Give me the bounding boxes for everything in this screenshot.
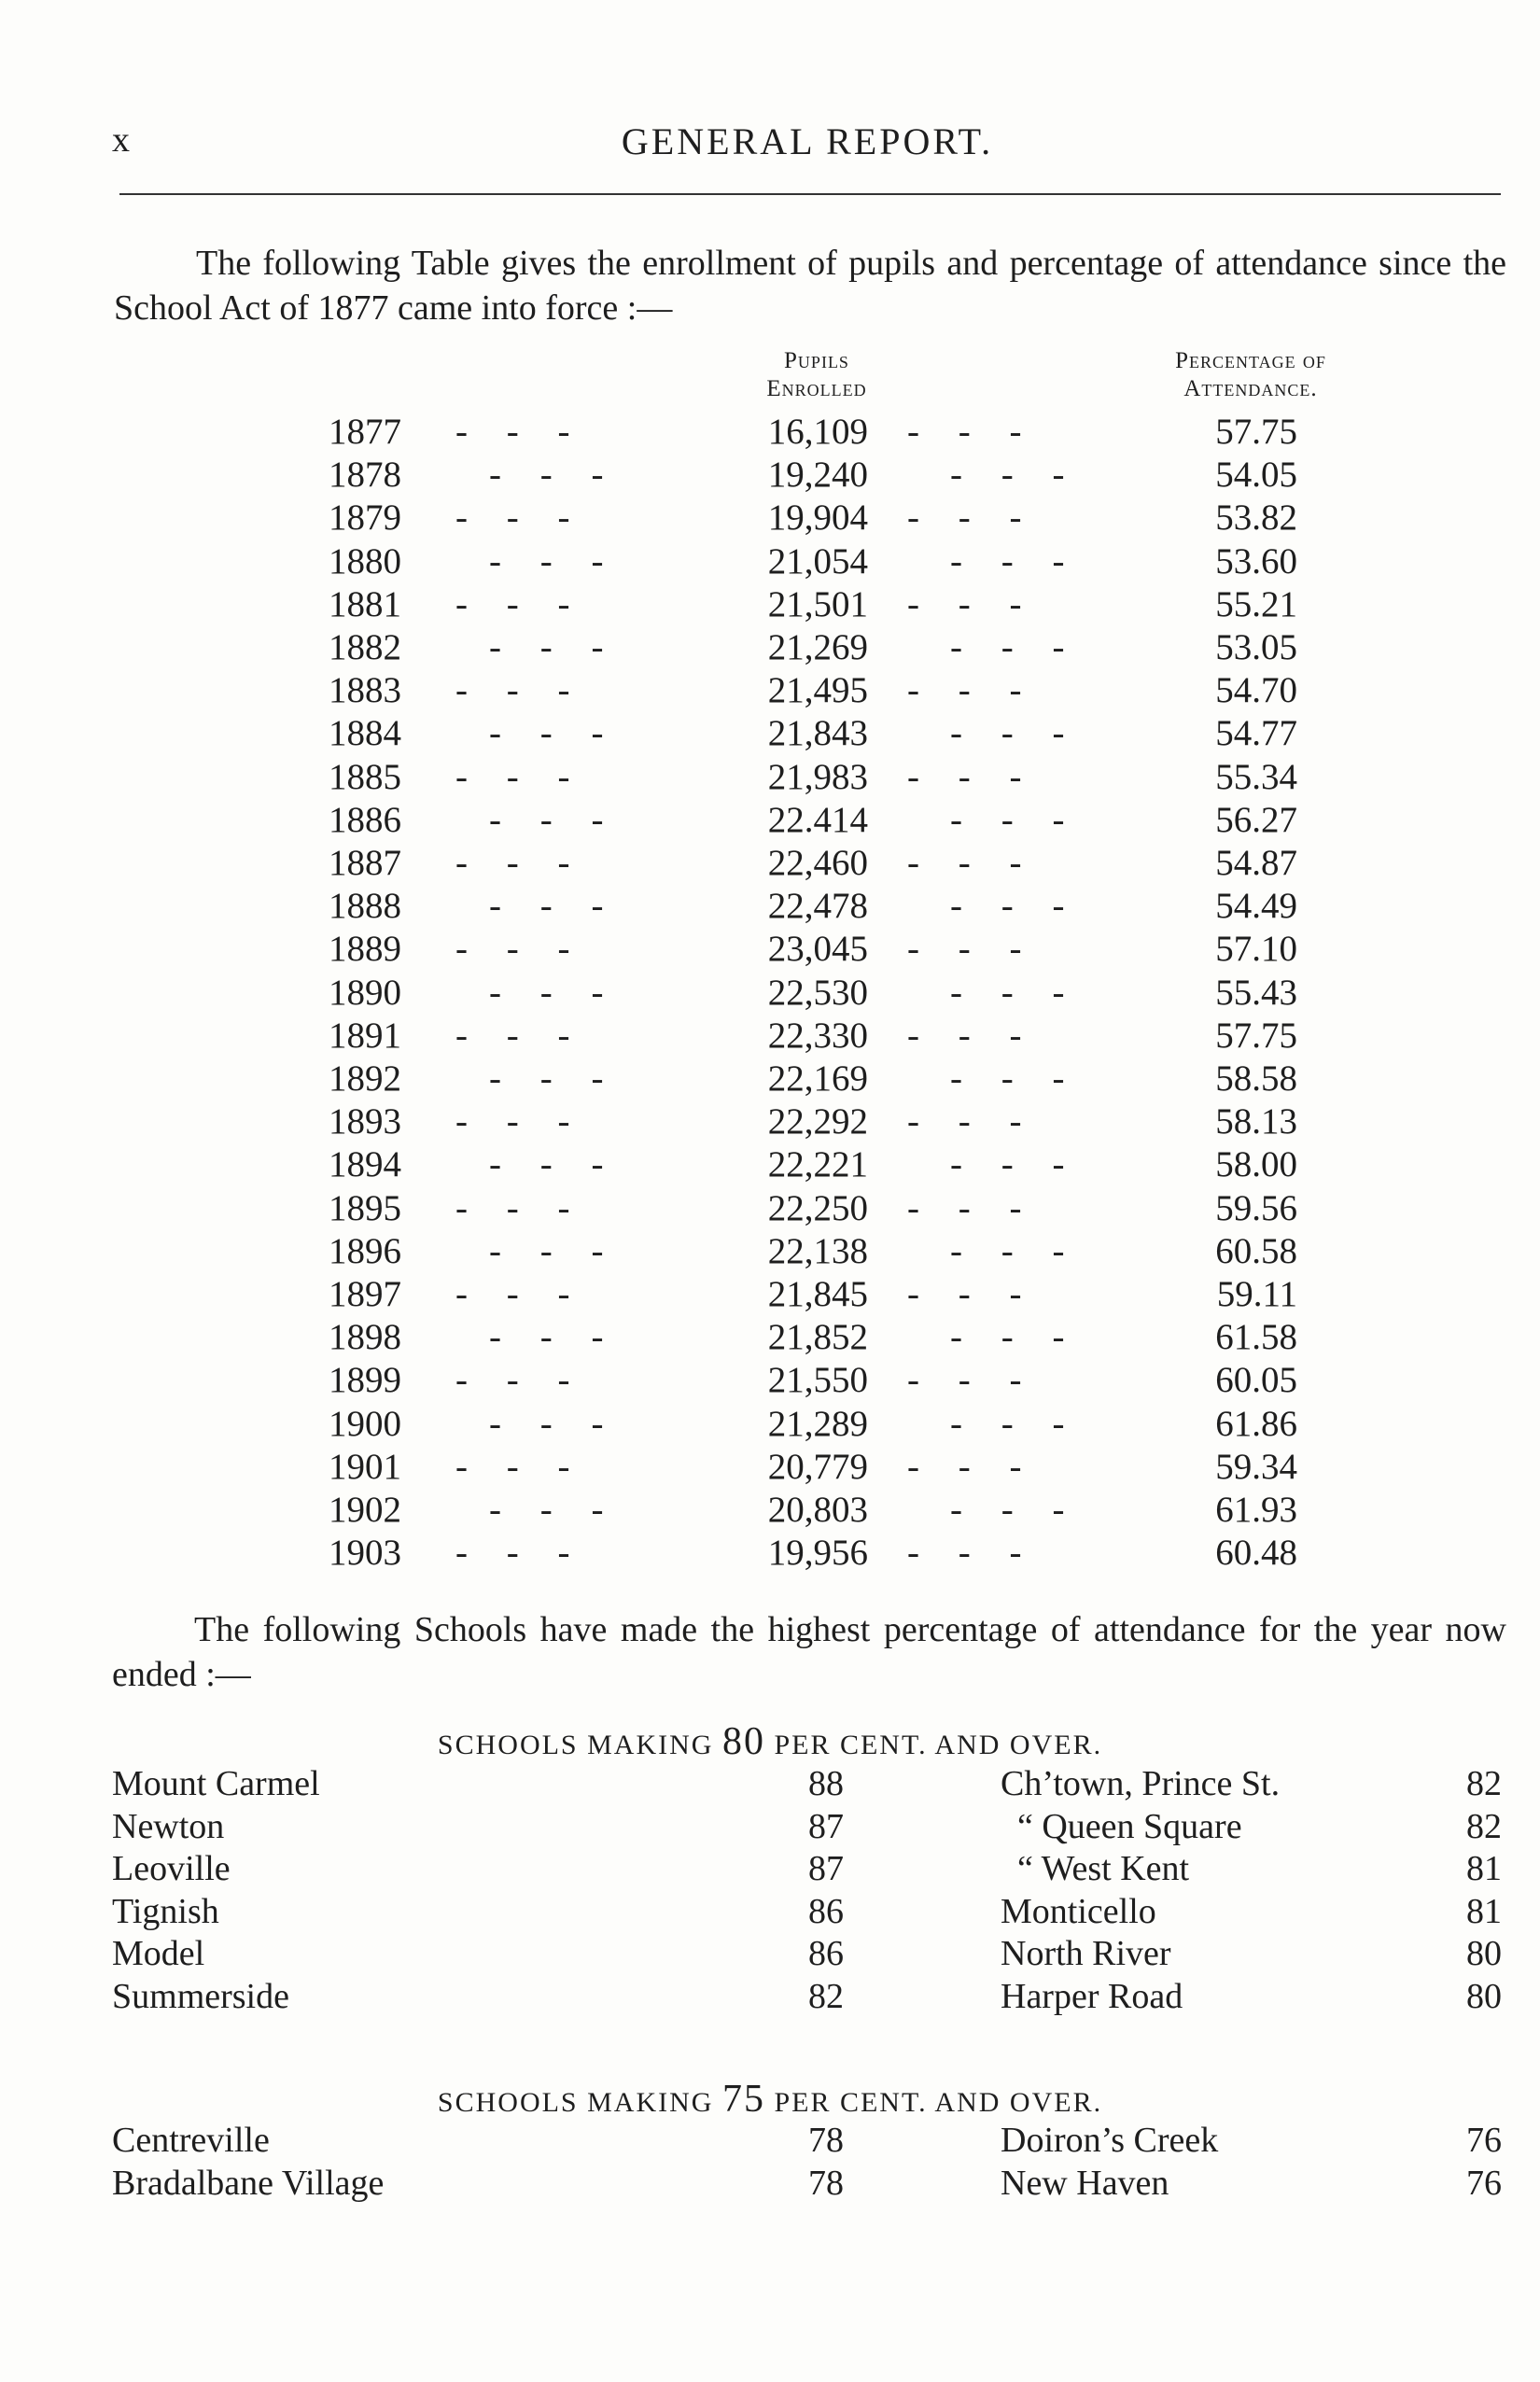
attendance-heading-line1: Percentage of — [1175, 348, 1326, 373]
row-year: 1902 — [329, 1490, 401, 1530]
row-leader: - - - — [907, 929, 1022, 970]
row-year: 1901 — [329, 1446, 401, 1487]
row-leader: - - - — [455, 1533, 570, 1574]
row-leader: - - - — [489, 455, 604, 496]
row-attendance: 56.27 — [1215, 799, 1297, 840]
row-enrolled: 22,530 — [767, 972, 868, 1013]
school-percent: 81 — [1466, 1891, 1502, 1931]
schools-intro-paragraph: The following Schools have made the highest percentage of attendance for the year now ended :— — [112, 1610, 1506, 1694]
table-row — [0, 1058, 1540, 1100]
school-row — [0, 1932, 1540, 1975]
page-number: x — [112, 120, 130, 160]
school-row — [0, 2119, 1540, 2162]
row-leader: - - - — [907, 843, 1022, 883]
row-attendance: 53.05 — [1215, 627, 1297, 667]
row-leader: - - - — [489, 1490, 604, 1530]
section-80-heading-pre: SCHOOLS MAKING — [437, 1730, 714, 1760]
row-leader: - - - — [950, 799, 1065, 840]
row-enrolled: 20,803 — [767, 1490, 868, 1530]
row-enrolled: 22,250 — [767, 1187, 868, 1228]
section-75-heading-pre: SCHOOLS MAKING — [437, 2087, 714, 2118]
school-row — [0, 1847, 1540, 1890]
row-leader: - - - — [907, 583, 1022, 624]
row-enrolled: 22,138 — [767, 1230, 868, 1271]
row-leader: - - - — [950, 713, 1065, 754]
row-leader: - - - — [489, 886, 604, 927]
school-name: Doiron’s Creek — [1001, 2121, 1219, 2160]
row-enrolled: 21,289 — [767, 1403, 868, 1444]
table-row — [0, 1273, 1540, 1316]
row-leader: - - - — [950, 1490, 1065, 1530]
row-attendance: 54.87 — [1215, 843, 1297, 883]
running-title: GENERAL REPORT. — [621, 120, 994, 162]
row-leader: - - - — [907, 1360, 1022, 1401]
row-leader: - - - — [950, 540, 1065, 581]
row-attendance: 54.49 — [1215, 886, 1297, 927]
row-leader: - - - — [950, 1230, 1065, 1271]
row-enrolled: 22,221 — [767, 1144, 868, 1185]
row-leader: - - - — [907, 1533, 1022, 1574]
row-enrolled: 22,478 — [767, 886, 868, 927]
school-percent: 76 — [1466, 2121, 1502, 2160]
pupils-enrolled-heading — [728, 347, 905, 403]
school-name: Ch’town, Prince St. — [1001, 1764, 1281, 1803]
row-year: 1877 — [329, 412, 401, 452]
row-enrolled: 22,169 — [767, 1058, 868, 1099]
pupils-enrolled-heading-line2: Enrolled — [766, 376, 867, 401]
row-leader: - - - — [950, 627, 1065, 667]
school-percent: 78 — [808, 2121, 844, 2160]
row-leader: - - - — [950, 1144, 1065, 1185]
row-enrolled: 22,330 — [767, 1015, 868, 1056]
table-row — [0, 1230, 1540, 1273]
row-enrolled: 21,852 — [767, 1317, 868, 1358]
school-name: Harper Road — [1001, 1976, 1183, 2016]
row-enrolled: 23,045 — [767, 929, 868, 970]
row-leader: - - - — [455, 412, 570, 452]
row-year: 1894 — [329, 1144, 401, 1185]
row-year: 1883 — [329, 670, 401, 711]
row-leader: - - - — [489, 540, 604, 581]
row-attendance: 54.05 — [1215, 455, 1297, 496]
school-percent: 88 — [808, 1764, 844, 1803]
table-row — [0, 1403, 1540, 1446]
row-leader: - - - — [489, 1058, 604, 1099]
table-row — [0, 799, 1540, 842]
row-enrolled: 21,843 — [767, 713, 868, 754]
row-attendance: 60.48 — [1215, 1533, 1297, 1574]
school-name: Monticello — [1001, 1891, 1156, 1931]
row-leader: - - - — [907, 670, 1022, 711]
row-enrolled: 19,240 — [767, 455, 868, 496]
row-leader: - - - — [455, 1187, 570, 1228]
school-name: “ West Kent — [1017, 1849, 1190, 1888]
row-year: 1892 — [329, 1058, 401, 1099]
table-row — [0, 1316, 1540, 1359]
section-75-heading — [0, 2077, 1540, 2122]
row-leader: - - - — [489, 1317, 604, 1358]
row-enrolled: 19,904 — [767, 497, 868, 539]
school-name: Tignish — [112, 1891, 219, 1931]
row-year: 1893 — [329, 1101, 401, 1142]
school-percent: 80 — [1466, 1934, 1502, 1973]
row-year: 1884 — [329, 713, 401, 754]
row-leader: - - - — [455, 929, 570, 970]
row-attendance: 61.58 — [1215, 1317, 1297, 1358]
row-leader: - - - — [950, 1317, 1065, 1358]
row-year: 1889 — [329, 929, 401, 970]
row-leader: - - - — [455, 1446, 570, 1487]
row-attendance: 58.13 — [1215, 1101, 1297, 1142]
row-leader: - - - — [455, 1015, 570, 1056]
school-name: New Haven — [1001, 2163, 1169, 2203]
row-attendance: 59.11 — [1216, 1274, 1297, 1314]
attendance-heading-line2: Attendance. — [1183, 376, 1318, 401]
row-enrolled: 19,956 — [767, 1533, 868, 1574]
row-year: 1891 — [329, 1015, 401, 1056]
table-row — [0, 1489, 1540, 1532]
row-attendance: 61.93 — [1215, 1490, 1297, 1530]
row-attendance: 53.82 — [1215, 497, 1297, 539]
table-row — [0, 712, 1540, 755]
row-enrolled: 21,550 — [767, 1360, 868, 1401]
attendance-heading — [1129, 347, 1372, 403]
row-enrolled: 21,501 — [767, 583, 868, 624]
row-leader: - - - — [455, 583, 570, 624]
section-80-heading — [0, 1719, 1540, 1764]
pupils-enrolled-heading-line1: Pupils — [784, 348, 849, 373]
school-percent: 82 — [808, 1976, 844, 2016]
school-row — [0, 2162, 1540, 2205]
table-row — [0, 1532, 1540, 1575]
row-leader: - - - — [455, 1101, 570, 1142]
row-year: 1880 — [329, 540, 401, 581]
row-enrolled: 21,983 — [767, 756, 868, 797]
table-row — [0, 972, 1540, 1015]
school-row — [0, 1975, 1540, 2018]
row-enrolled: 22.414 — [767, 799, 868, 840]
school-name: Mount Carmel — [112, 1764, 320, 1803]
table-row — [0, 540, 1540, 583]
row-leader: - - - — [907, 1015, 1022, 1056]
table-row — [0, 1446, 1540, 1489]
row-leader: - - - — [455, 1360, 570, 1401]
row-attendance: 60.05 — [1215, 1360, 1297, 1401]
row-enrolled: 21,054 — [767, 540, 868, 581]
section-80-heading-post: PER CENT. AND OVER. — [774, 1730, 1103, 1760]
row-leader: - - - — [489, 972, 604, 1013]
school-name: North River — [1001, 1934, 1171, 1973]
row-leader: - - - — [907, 1446, 1022, 1487]
school-row — [0, 1890, 1540, 1933]
row-leader: - - - — [950, 1403, 1065, 1444]
table-row — [0, 454, 1540, 497]
table-row — [0, 756, 1540, 799]
row-leader: - - - — [907, 756, 1022, 797]
row-leader: - - - — [950, 972, 1065, 1013]
row-leader: - - - — [455, 843, 570, 883]
row-leader: - - - — [455, 670, 570, 711]
row-attendance: 58.58 — [1215, 1058, 1297, 1099]
table-row — [0, 669, 1540, 712]
row-enrolled: 21,845 — [767, 1274, 868, 1314]
table-row — [0, 885, 1540, 928]
school-name: Bradalbane Village — [112, 2163, 385, 2203]
enrollment-intro-paragraph: The following Table gives the enrollment of pupils and percentage of attendance since the School Act of 1877 came into force :— — [114, 244, 1506, 328]
row-year: 1887 — [329, 843, 401, 883]
row-attendance: 61.86 — [1215, 1403, 1297, 1444]
row-year: 1898 — [329, 1317, 401, 1358]
row-leader: - - - — [489, 1144, 604, 1185]
row-attendance: 55.21 — [1215, 583, 1297, 624]
row-leader: - - - — [907, 1101, 1022, 1142]
row-leader: - - - — [489, 799, 604, 840]
row-attendance: 54.77 — [1215, 713, 1297, 754]
school-name: Newton — [112, 1806, 225, 1846]
row-attendance: 57.10 — [1215, 929, 1297, 970]
row-attendance: 55.43 — [1215, 972, 1297, 1013]
school-name: Summerside — [112, 1976, 289, 2016]
school-percent: 86 — [808, 1891, 844, 1931]
school-percent: 80 — [1466, 1976, 1502, 2016]
table-row — [0, 583, 1540, 626]
row-year: 1895 — [329, 1187, 401, 1228]
table-row — [0, 1015, 1540, 1058]
row-leader: - - - — [907, 1274, 1022, 1314]
row-year: 1900 — [329, 1403, 401, 1444]
table-row — [0, 1143, 1540, 1186]
row-leader: - - - — [489, 1403, 604, 1444]
row-leader: - - - — [907, 1187, 1022, 1228]
row-year: 1888 — [329, 886, 401, 927]
row-leader: - - - — [950, 886, 1065, 927]
row-enrolled: 21,495 — [767, 670, 868, 711]
row-leader: - - - — [455, 756, 570, 797]
row-year: 1881 — [329, 583, 401, 624]
running-header — [112, 119, 1503, 166]
row-attendance: 58.00 — [1215, 1144, 1297, 1185]
row-leader: - - - — [455, 497, 570, 539]
row-year: 1882 — [329, 627, 401, 667]
table-row — [0, 1187, 1540, 1230]
school-percent: 82 — [1466, 1764, 1502, 1803]
row-year: 1886 — [329, 799, 401, 840]
section-75-heading-num: 75 — [721, 2078, 765, 2121]
row-year: 1899 — [329, 1360, 401, 1401]
row-year: 1885 — [329, 756, 401, 797]
row-year: 1878 — [329, 455, 401, 496]
school-percent: 76 — [1466, 2163, 1502, 2203]
row-leader: - - - — [455, 1274, 570, 1314]
school-name: “ Queen Square — [1017, 1806, 1242, 1846]
row-leader: - - - — [489, 1230, 604, 1271]
row-year: 1890 — [329, 972, 401, 1013]
row-leader: - - - — [489, 627, 604, 667]
table-row — [0, 842, 1540, 885]
row-attendance: 53.60 — [1215, 540, 1297, 581]
row-enrolled: 16,109 — [767, 412, 868, 452]
row-attendance: 57.75 — [1215, 412, 1297, 452]
school-percent: 87 — [808, 1806, 844, 1846]
row-attendance: 59.34 — [1215, 1446, 1297, 1487]
row-leader: - - - — [950, 1058, 1065, 1099]
row-year: 1903 — [329, 1533, 401, 1574]
row-enrolled: 22,460 — [767, 843, 868, 883]
table-row — [0, 411, 1540, 454]
school-row — [0, 1805, 1540, 1848]
table-row — [0, 1100, 1540, 1143]
row-enrolled: 21,269 — [767, 627, 868, 667]
row-attendance: 54.70 — [1215, 670, 1297, 711]
row-enrolled: 20,779 — [767, 1446, 868, 1487]
school-name: Centreville — [112, 2121, 270, 2160]
school-name: Model — [112, 1934, 205, 1973]
school-percent: 78 — [808, 2163, 844, 2203]
row-attendance: 59.56 — [1215, 1187, 1297, 1228]
table-row — [0, 626, 1540, 669]
row-enrolled: 22,292 — [767, 1101, 868, 1142]
school-percent: 82 — [1466, 1806, 1502, 1846]
table-row — [0, 497, 1540, 539]
row-leader: - - - — [489, 713, 604, 754]
row-attendance: 60.58 — [1215, 1230, 1297, 1271]
row-year: 1879 — [329, 497, 401, 539]
school-row — [0, 1762, 1540, 1805]
row-leader: - - - — [950, 455, 1065, 496]
school-percent: 86 — [808, 1934, 844, 1973]
section-80-heading-num: 80 — [721, 1720, 765, 1763]
school-name: Leoville — [112, 1849, 231, 1888]
row-year: 1897 — [329, 1274, 401, 1314]
row-leader: - - - — [907, 412, 1022, 452]
table-row — [0, 928, 1540, 971]
row-attendance: 55.34 — [1215, 756, 1297, 797]
row-leader: - - - — [907, 497, 1022, 539]
section-75-heading-post: PER CENT. AND OVER. — [774, 2087, 1103, 2118]
row-attendance: 57.75 — [1215, 1015, 1297, 1056]
school-percent: 81 — [1466, 1849, 1502, 1888]
row-year: 1896 — [329, 1230, 401, 1271]
school-percent: 87 — [808, 1849, 844, 1888]
header-rule — [119, 193, 1501, 195]
table-row — [0, 1359, 1540, 1402]
